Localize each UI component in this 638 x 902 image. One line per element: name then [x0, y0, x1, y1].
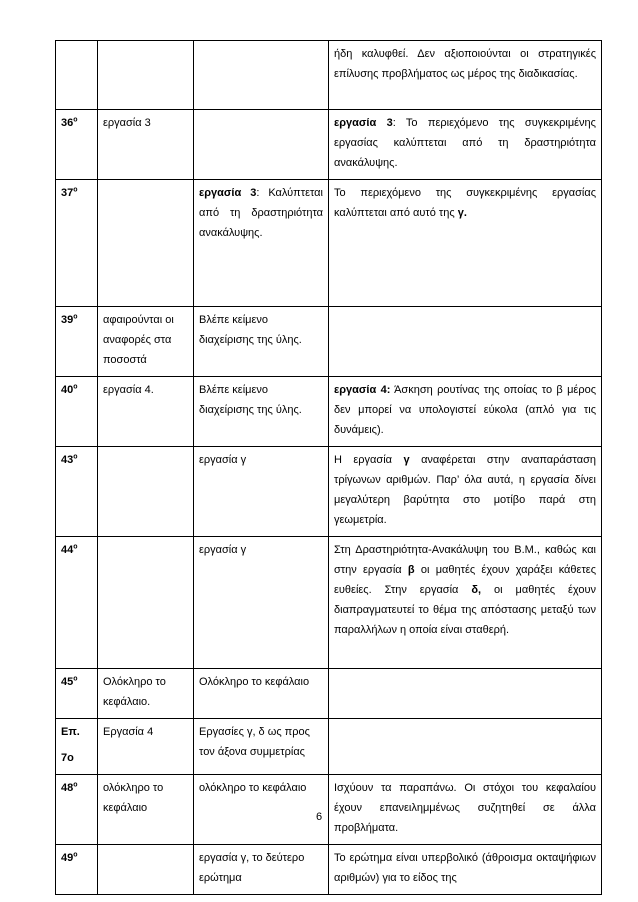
comment-cell: [329, 180, 602, 307]
table-row: [56, 377, 602, 447]
comment-cell: [329, 669, 602, 719]
ordinal-suffix: ο: [73, 453, 78, 461]
section-number-cell: [56, 307, 98, 377]
optional-content-cell: Εργασίες γ, δ ως προς τον άξονα συμμετρίας: [194, 719, 329, 775]
ordinal-suffix: ο: [73, 313, 78, 321]
bold-text: β: [407, 564, 415, 576]
bold-text: γ.: [457, 207, 467, 219]
text-run: αναφέρεται στην αναπαράσταση τρίγωνων αριθμών. Παρ’ όλα αυτά, η εργασία δίνει μεγαλύτερη βαρύτητα στο μοτίβο παρά στη γεωμετρία.: [334, 454, 597, 526]
text-run: οι μαθητές έχουν διαπραγματευτεί το θέμα της απόστασης μεταξύ των παραλλήλων η οποία είναι σταθερή.: [334, 584, 596, 636]
ordinal-suffix: ο: [73, 186, 78, 194]
table-row: [56, 41, 602, 110]
optional-content-cell: Βλέπε κείμενο διαχείρισης της ύλης.: [194, 377, 329, 447]
ordinal-suffix: ο: [73, 383, 78, 391]
section-number: 40: [61, 384, 74, 396]
text-run: : Το περιεχόμενο της συγκεκριμένης εργασίας καλύπτεται από τη δραστηριότητα ανακάλυψης.: [334, 117, 596, 169]
page-number: 6: [315, 811, 323, 823]
comment-cell: [329, 41, 602, 110]
section-number: 45: [61, 676, 74, 688]
section-number: 49: [61, 852, 74, 864]
omitted-content-cell: Ολόκληρο το κεφάλαιο.: [98, 669, 194, 719]
table-row: [56, 845, 602, 895]
comment-cell: [329, 845, 602, 895]
section-number: 36: [61, 117, 74, 129]
text-run: Ισχύουν τα παραπάνω. Οι στόχοι του κεφαλαίου έχουν επανειλημμένως συζητηθεί σε άλλα προβλήματα.: [334, 782, 596, 834]
section-number: 43: [61, 454, 74, 466]
table-row: [56, 307, 602, 377]
text-run: Το περιεχόμενο της συγκεκριμένης εργασίας καλύπτεται από αυτό της: [334, 187, 596, 219]
omitted-content-cell: [98, 180, 194, 307]
bold-text: εργασία 3: [199, 187, 257, 199]
comment-cell: [329, 775, 602, 845]
section-number-cell: [56, 845, 98, 895]
section-number-cell: [56, 719, 98, 775]
omitted-content-cell: [98, 845, 194, 895]
table-row: [56, 669, 602, 719]
text-run: Η εργασία: [334, 454, 404, 466]
optional-content-cell: Ολόκληρο το κεφάλαιο: [194, 669, 329, 719]
ordinal-suffix: ο: [73, 675, 78, 683]
section-number-cell: [56, 447, 98, 537]
text-run: Το ερώτημα είναι υπερβολικό (άθροισμα οκταψήφιων αριθμών) για το είδος της: [334, 852, 596, 884]
optional-content-cell: [194, 41, 329, 110]
bold-text: δ,: [471, 584, 482, 596]
optional-content-cell: Βλέπε κείμενο διαχείρισης της ύλης.: [194, 307, 329, 377]
table-body: [56, 41, 602, 895]
table-row: [56, 447, 602, 537]
comment-cell: [329, 537, 602, 669]
ordinal-suffix: ο: [73, 851, 78, 859]
comment-cell: [329, 719, 602, 775]
optional-content-cell: [194, 110, 329, 180]
optional-content-cell: εργασία γ: [194, 447, 329, 537]
optional-content-cell: [194, 180, 329, 307]
omitted-content-cell: [98, 537, 194, 669]
omitted-content-cell: εργασία 4.: [98, 377, 194, 447]
section-number-cell: [56, 41, 98, 110]
table-row: [56, 180, 602, 307]
bold-text: εργασία 3: [334, 117, 393, 129]
section-number-cell: [56, 110, 98, 180]
omitted-content-cell: ολόκληρο το κεφάλαιο: [98, 775, 194, 845]
section-number-cell: [56, 377, 98, 447]
table-row: [56, 719, 602, 775]
omitted-content-cell: [98, 41, 194, 110]
section-number: 37: [61, 187, 74, 199]
omitted-content-cell: εργασία 3: [98, 110, 194, 180]
text-run: Άσκηση ρουτίνας της οποίας το β μέρος δεν μπορεί να υπολογιστεί εύκολα (απλό για τις δυνάμεις).: [334, 384, 596, 436]
ordinal-suffix: ο: [73, 116, 78, 124]
bold-text: γ: [403, 454, 410, 466]
table-row: [56, 775, 602, 845]
ordinal-suffix: ο: [73, 781, 78, 789]
section-number-line2: 7ο: [61, 752, 74, 764]
optional-content-cell: εργασία γ, το δεύτερο ερώτημα: [194, 845, 329, 895]
section-number-cell: [56, 180, 98, 307]
comment-cell: [329, 377, 602, 447]
comment-cell: [329, 110, 602, 180]
omitted-content-cell: αφαιρούνται οι αναφορές στα ποσοστά: [98, 307, 194, 377]
text-run: ήδη καλυφθεί. Δεν αξιοποιούνται οι στρατηγικές επίλυσης προβλήματος ως μέρος της διαδικασίας.: [334, 48, 596, 80]
section-number: 48: [61, 782, 74, 794]
ordinal-suffix: ο: [73, 543, 78, 551]
text-run: Στη Δραστηριότητα-Ανακάλυψη του Β.Μ., καθώς και στην εργασία: [334, 544, 596, 576]
text-run: οι μαθητές έχουν χαράξει κάθετες ευθείες. Στην εργασία: [334, 564, 596, 596]
omitted-content-cell: Εργασία 4: [98, 719, 194, 775]
section-number-cell: [56, 775, 98, 845]
table-row: [56, 110, 602, 180]
section-number-cell: [56, 537, 98, 669]
comment-cell: [329, 447, 602, 537]
text-run: : Καλύπτεται από τη δραστηριότητα ανακάλυψης.: [199, 187, 323, 239]
bold-text: εργασία 4:: [334, 384, 391, 396]
content-table: [55, 40, 602, 895]
optional-content-cell: εργασία γ: [194, 537, 329, 669]
section-number: 44: [61, 544, 74, 556]
optional-content-cell: ολόκληρο το κεφάλαιο: [194, 775, 329, 845]
omitted-content-cell: [98, 447, 194, 537]
section-number: 39: [61, 314, 74, 326]
section-number-cell: [56, 669, 98, 719]
table-row: [56, 537, 602, 669]
section-number: Επ.: [61, 726, 80, 738]
comment-cell: [329, 307, 602, 377]
